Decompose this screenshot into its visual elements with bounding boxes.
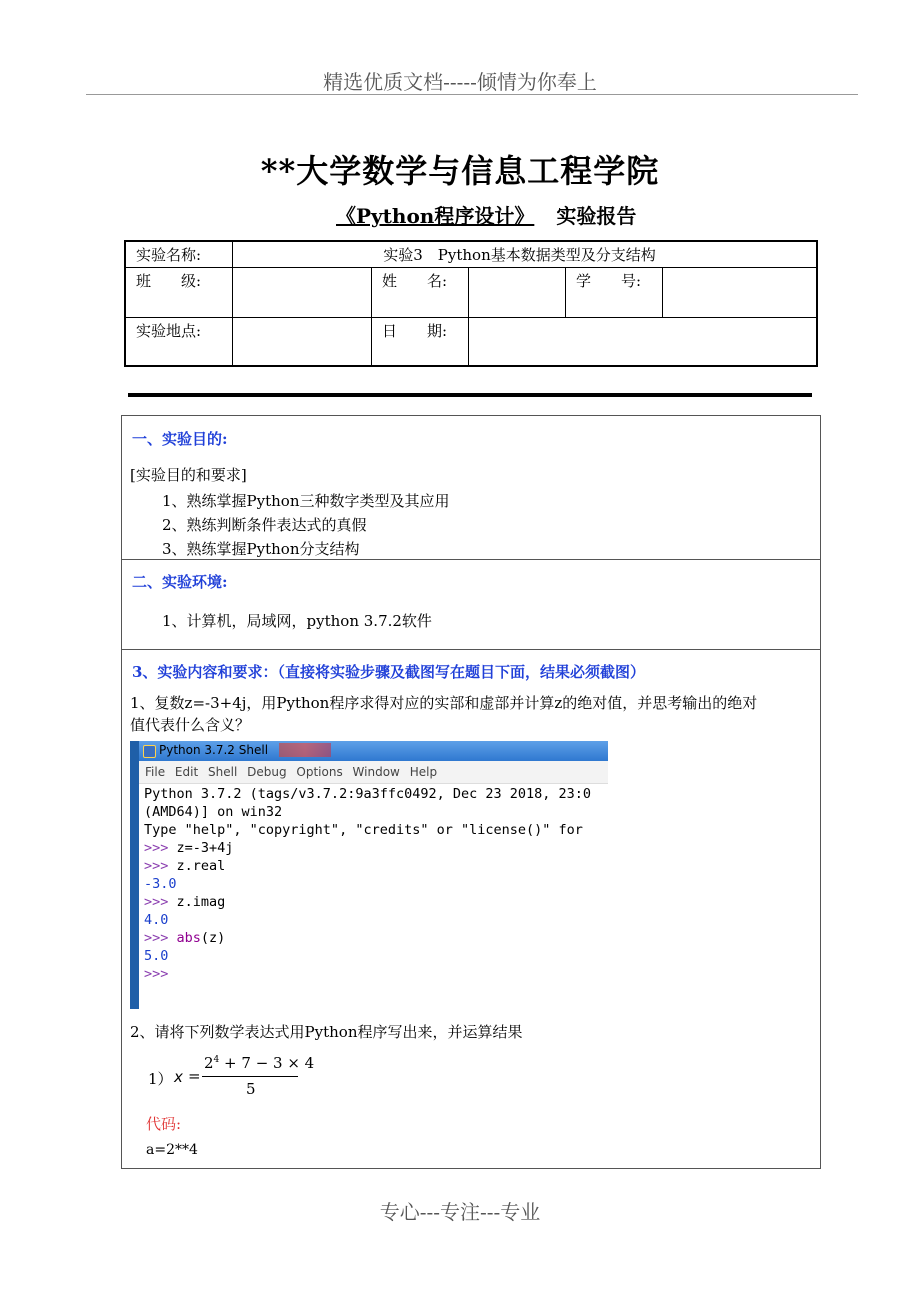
formula-numerator	[204, 1054, 314, 1072]
fraction-bar	[202, 1076, 298, 1077]
class-value	[233, 268, 372, 318]
shell-command: z=-3+4j	[176, 840, 234, 856]
formula-label: 1）	[148, 1070, 173, 1088]
python-icon	[143, 745, 156, 758]
menu-debug[interactable]: Debug	[247, 765, 287, 779]
header-rule	[86, 94, 858, 95]
shell-banner: Python 3.7.2 (tags/v3.7.2:9a3ffc0492, Dec 23 2018, 23:0	[144, 786, 592, 802]
shell-prompt: >>>	[144, 894, 177, 910]
menu-shell[interactable]: Shell	[208, 765, 238, 779]
student-id-label: 学 号:	[566, 268, 663, 318]
shell-result: -3.0	[144, 876, 177, 892]
menu-options[interactable]: Options	[296, 765, 343, 779]
question1-line: 1、复数z=-3+4j，用Python程序求得对应的实部和虚部并计算z的绝对值，并思考输出的绝对	[130, 694, 758, 712]
page-footer: 专心---专注---专业	[379, 1200, 541, 1224]
document-title: **大学数学与信息工程学院	[260, 152, 660, 190]
section-divider	[122, 559, 820, 560]
experiment-name-label: 实验名称:	[125, 241, 233, 268]
numerator-rest: + 7 − 3 × 4	[219, 1054, 315, 1072]
report-content-frame	[121, 415, 821, 1169]
shell-prompt: >>>	[144, 858, 177, 874]
section1-subheading: [实验目的和要求]	[130, 466, 247, 484]
numerator-base: 2	[204, 1054, 214, 1072]
student-name-value	[469, 268, 566, 318]
shell-prompt: >>>	[144, 930, 177, 946]
report-label: 实验报告	[556, 204, 637, 228]
shell-titlebar	[139, 741, 608, 761]
shell-result: 5.0	[144, 948, 169, 964]
shell-command: z.imag	[176, 894, 226, 910]
menu-help[interactable]: Help	[409, 765, 438, 779]
objective-item: 3、熟练掌握Python分支结构	[162, 540, 360, 558]
class-label: 班 级:	[125, 268, 233, 318]
section3-heading: 3、实验内容和要求：（直接将实验步骤及截图写在题目下面，结果必须截图）	[132, 663, 645, 681]
location-value	[233, 318, 372, 366]
shell-window-edge	[130, 741, 139, 1009]
shell-command: z.real	[176, 858, 226, 874]
info-table	[124, 240, 818, 367]
objective-item: 2、熟练判断条件表达式的真假	[162, 516, 367, 534]
environment-item: 1、计算机，局域网，python 3.7.2软件	[162, 612, 432, 630]
document-subtitle	[336, 200, 636, 229]
experiment-name-value: 实验3 Python基本数据类型及分支结构	[233, 241, 818, 268]
shell-result: 4.0	[144, 912, 169, 928]
question2-line: 2、请将下列数学表达式用Python程序写出来，并运算结果	[130, 1023, 523, 1041]
section1-heading: 一、实验目的:	[132, 430, 228, 448]
code-line: a=2**4	[146, 1142, 198, 1158]
shell-prompt: >>>	[144, 840, 177, 856]
python-shell-screenshot	[130, 741, 608, 1009]
formula-denominator: 5	[246, 1080, 256, 1098]
shell-output	[144, 785, 591, 983]
student-id-value	[663, 268, 818, 318]
shell-builtin: abs	[176, 930, 201, 946]
code-label: 代码:	[146, 1115, 182, 1133]
question1-line: 值代表什么含义？	[130, 716, 251, 734]
page-header: 精选优质文档-----倾情为你奉上	[323, 70, 597, 94]
shell-banner: Type "help", "copyright", "credits" or "license()" for	[144, 822, 583, 838]
menu-edit[interactable]: Edit	[174, 765, 199, 779]
shell-menubar	[139, 761, 608, 784]
formula-equals: =	[188, 1067, 201, 1085]
thick-divider	[128, 393, 812, 397]
menu-window[interactable]: Window	[352, 765, 400, 779]
shell-banner: (AMD64)] on win32	[144, 804, 283, 820]
student-name-label: 姓 名:	[372, 268, 469, 318]
shell-title: Python 3.7.2 Shell	[159, 743, 269, 757]
course-name: 《Python程序设计》	[336, 204, 535, 228]
objective-item: 1、熟练掌握Python三种数字类型及其应用	[162, 492, 450, 510]
shell-prompt: >>>	[144, 966, 177, 982]
section-divider	[122, 649, 820, 650]
formula-variable: x	[174, 1068, 183, 1086]
redacted-area	[279, 743, 331, 757]
menu-file[interactable]: File	[145, 765, 166, 779]
numerator-exponent: 4	[213, 1055, 220, 1065]
date-label: 日 期:	[372, 318, 469, 366]
shell-command: (z)	[200, 930, 226, 946]
location-label: 实验地点:	[125, 318, 233, 366]
date-value	[469, 318, 818, 366]
section2-heading: 二、实验环境:	[132, 573, 228, 591]
